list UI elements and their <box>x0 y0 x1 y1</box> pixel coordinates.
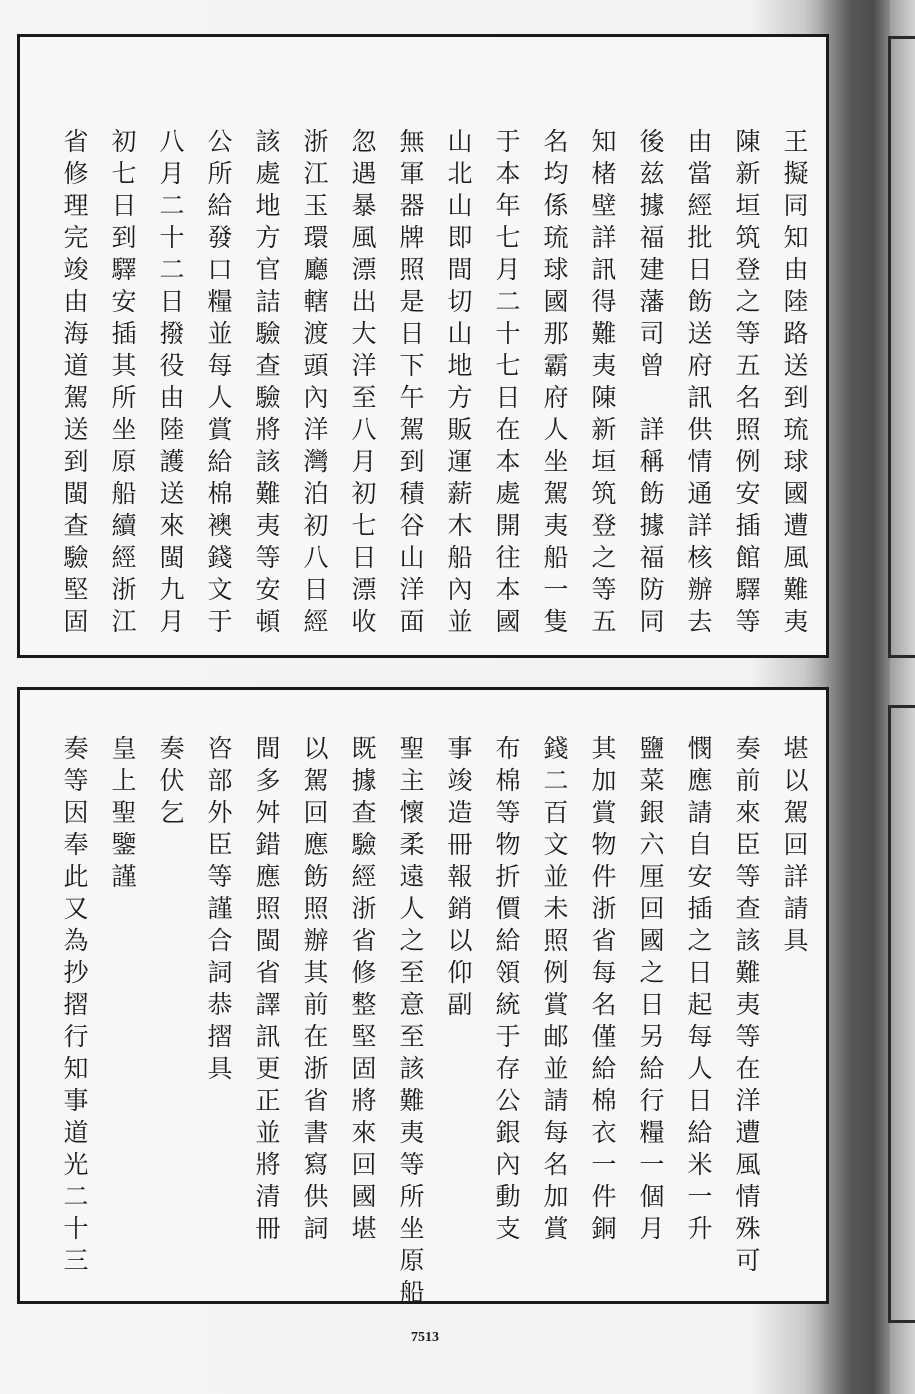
top-block-column: 八月二十二日撥役由陸護送來閩九月 <box>156 128 185 640</box>
bottom-block-column: 間多舛錯應照閩省譯訊更正並將清冊 <box>252 735 281 1247</box>
bottom-block-column: 鹽菜銀六厘回國之日另給行糧一個月 <box>636 735 665 1247</box>
top-block-column: 忽遇暴風漂出大洋至八月初七日漂收 <box>348 128 377 640</box>
facing-page-frame-top <box>888 36 915 658</box>
bottom-block-column: 奏伏乞 <box>156 735 185 831</box>
bottom-block-column: 堪以駕回詳請具 <box>780 735 809 959</box>
top-block-column: 知楮壁詳訊得難夷陳新垣筑登之等五 <box>588 128 617 640</box>
top-block-column: 于本年七月二十七日在本處開往本國 <box>492 128 521 640</box>
bottom-block-column: 憫應請自安插之日起每人日給米一升 <box>684 735 713 1247</box>
top-block-column: 浙江玉環廳轄渡頭內洋灣泊初八日經 <box>300 128 329 640</box>
top-block-column: 由當經批日飭送府訊供情通詳核辦去 <box>684 128 713 640</box>
bottom-block-column: 奏前來臣等查該難夷等在洋遭風情殊可 <box>732 735 761 1279</box>
bottom-block-column: 事竣造冊報銷以仰副 <box>444 735 473 1023</box>
top-block-column: 王擬同知由陸路送到琉球國遭風難夷 <box>780 128 809 640</box>
top-block-column: 山北山即間切山地方販運薪木船內並 <box>444 128 473 640</box>
bottom-block-column: 以駕回應飭照辦其前在浙省書寫供詞 <box>300 735 329 1247</box>
page-number: 7513 <box>411 1330 439 1345</box>
bottom-block-column: 咨部外臣等謹合詞恭摺具 <box>204 735 233 1087</box>
top-block-column: 陳新垣筑登之等五名照例安插館驛等 <box>732 128 761 640</box>
top-block-column: 該處地方官詰驗查驗將該難夷等安頓 <box>252 128 281 640</box>
bottom-block-column: 皇上聖鑒謹 <box>108 735 137 895</box>
bottom-block-column: 奏等因奉此又為抄摺行知事道光二十三 <box>60 735 89 1279</box>
book-gutter-shadow <box>820 0 890 1394</box>
facing-page-frame-bottom <box>888 705 915 1323</box>
top-block-column: 後兹據福建藩司曾 詳稱飭據福防同 <box>636 128 665 640</box>
bottom-block-column: 既據查驗經浙省修整堅固將來回國堪 <box>348 735 377 1247</box>
bottom-block-column: 錢二百文並未照例賞邮並請每名加賞 <box>540 735 569 1247</box>
bottom-block-column: 聖主懷柔遠人之至意至該難夷等所坐原船 <box>396 735 425 1311</box>
top-block-column: 初七日到驛安插其所坐原船續經浙江 <box>108 128 137 640</box>
bottom-block-column: 其加賞物件浙省每名僅給棉衣一件銅 <box>588 735 617 1247</box>
top-block-column: 省修理完竣由海道駕送到閩查驗堅固 <box>60 128 89 640</box>
top-block-column: 公所給發口糧並每人賞給棉襖錢文于 <box>204 128 233 640</box>
bottom-block-column: 布棉等物折價給領統于存公銀內動支 <box>492 735 521 1247</box>
top-block-column: 無軍器牌照是日下午駕到積谷山洋面 <box>396 128 425 640</box>
top-block-column: 名均係琉球國那霸府人坐駕夷船一隻 <box>540 128 569 640</box>
